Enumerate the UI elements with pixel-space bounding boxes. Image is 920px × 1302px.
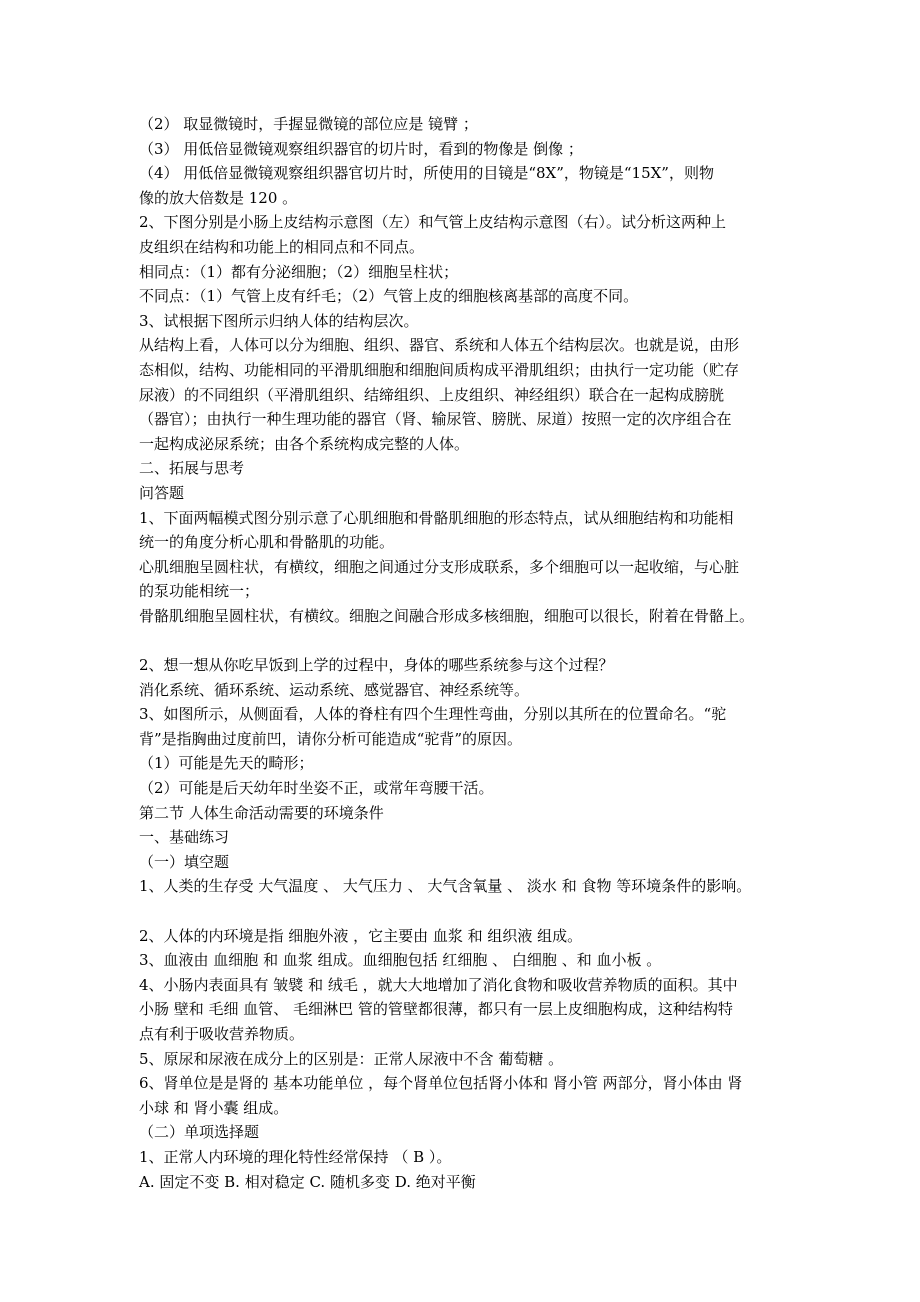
answer-line: （器官）；由执行一种生理功能的器官（肾、输尿管、膀胱、尿道）按照一定的次序组合在 [139,410,732,429]
text-line: 小肠 壁和 毛细 血管、 毛细淋巴 管的管壁都很薄，都只有一层上皮细胞构成，这种结构特 [139,1000,733,1019]
blank-line [139,628,789,653]
blank-line [139,899,789,924]
answer-line: 不同点：（1）气管上皮有纤毛；（2）气管上皮的细胞核离基部的高度不同。 [139,287,639,306]
text-line: 小球 和 肾小囊 组成。 [139,1098,289,1117]
answer-line: 的泵功能相统一； [139,582,260,601]
question-line: 2、想一想从你吃早饭到上学的过程中，身体的哪些系统参与这个过程？ [139,656,614,675]
question-line: 6、肾单位是是肾的 基本功能单位 ，每个肾单位包括肾小体和 肾小管 两部分，肾小体由 肾 [139,1074,743,1093]
text-line: 皮组织在结构和功能上的相同点和不同点。 [139,237,425,256]
text-line: （2） 取显微镜时，手握显微镜的部位应是 镜臂 ； [139,115,478,133]
answer-line: 骨骼肌细胞呈圆柱状，有横纹。细胞之间融合形成多核细胞，细胞可以很长，附着在骨骼上。 [139,606,755,625]
answer-line: （1）可能是先天的畸形； [139,754,314,773]
section-heading: 一、基础练习 [139,828,230,847]
text-line: （3） 用低倍显微镜观察组织器官的切片时，看到的物像是 倒像 ； [139,139,583,158]
answer-line: 相同点：（1）都有分泌细胞；（2）细胞呈柱状； [139,262,459,281]
question-line: 5、原尿和尿液在成分上的区别是：正常人尿液中不含 葡萄糖 。 [139,1049,564,1068]
document-page [139,112,789,1194]
answer-line: 一起构成泌尿系统；由各个系统构成完整的人体。 [139,434,470,453]
text-line: （4） 用低倍显微镜观察组织器官切片时，所使用的目镜是“8X”，物镜是“15X”，则物 [139,164,714,183]
section-heading: 二、拓展与思考 [139,459,245,478]
question-2-line: 2、下图分别是小肠上皮结构示意图（左）和气管上皮结构示意图（右）。试分析这两种上 [139,213,727,232]
subsection-heading: （二）单项选择题 [139,1123,260,1142]
question-line: 2、人体的内环境是指 细胞外液 ，它主要由 血浆 和 组织液 组成。 [139,926,583,945]
question-line: 3、血液由 血细胞 和 血浆 组成。血细胞包括 红细胞 、 白细胞 、和 血小板 。 [139,951,662,970]
answer-line: 心肌细胞呈圆柱状，有横纹，细胞之间通过分支形成联系，多个细胞可以一起收缩，与心脏 [139,557,740,576]
subsection-heading: 问答题 [139,483,185,502]
answer-line: 尿液）的不同组织（平滑肌组织、结缔组织、上皮组织、神经组织）联合在一起构成膀胱 [139,385,725,404]
question-line: 1、下面两幅模式图分别示意了心肌细胞和骨骼肌细胞的形态特点，试从细胞结构和功能相 [139,508,734,527]
question-line: 1、正常人内环境的理化特性经常保持 （ B ）。 [139,1147,452,1166]
chapter-heading: 第二节 人体生命活动需要的环境条件 [139,803,384,822]
text-line: 点有利于吸收营养物质。 [139,1024,305,1043]
question-line: 4、小肠内表面具有 皱襞 和 绒毛 ，就大大地增加了消化食物和吸收营养物质的面积。其中 [139,975,738,994]
question-3-line: 3、试根据下图所示归纳人体的结构层次。 [139,311,419,330]
answer-line: 从结构上看，人体可以分为细胞、组织、器官、系统和人体五个结构层次。也就是说，由形 [139,336,740,355]
text-line: 像的放大倍数是 120 。 [139,188,298,207]
answer-line: 态相似，结构、功能相同的平滑肌细胞和细胞间质构成平滑肌组织；由执行一定功能（贮存 [139,360,740,379]
question-line: 3、如图所示，从侧面看，人体的脊柱有四个生理性弯曲，分别以其所在的位置命名。“驼 [139,705,727,724]
answer-line: 消化系统、循环系统、运动系统、感觉器官、神经系统等。 [139,680,530,699]
answer-line: （2）可能是后天幼年时坐姿不正，或常年弯腰干活。 [139,779,494,798]
text-line: 统一的角度分析心肌和骨骼肌的功能。 [139,533,395,552]
options-line: A. 固定不变 B. 相对稳定 C. 随机多变 D. 绝对平衡 [139,1172,476,1191]
subsection-heading: （一）填空题 [139,852,230,871]
question-line: 1、人类的生存受 大气温度 、 大气压力 、 大气含氧量 、 淡水 和 食物 等环境条件的影响。 [139,877,752,896]
text-line: 背”是指胸曲过度前凹，请你分析可能造成“驼背”的原因。 [139,729,523,748]
